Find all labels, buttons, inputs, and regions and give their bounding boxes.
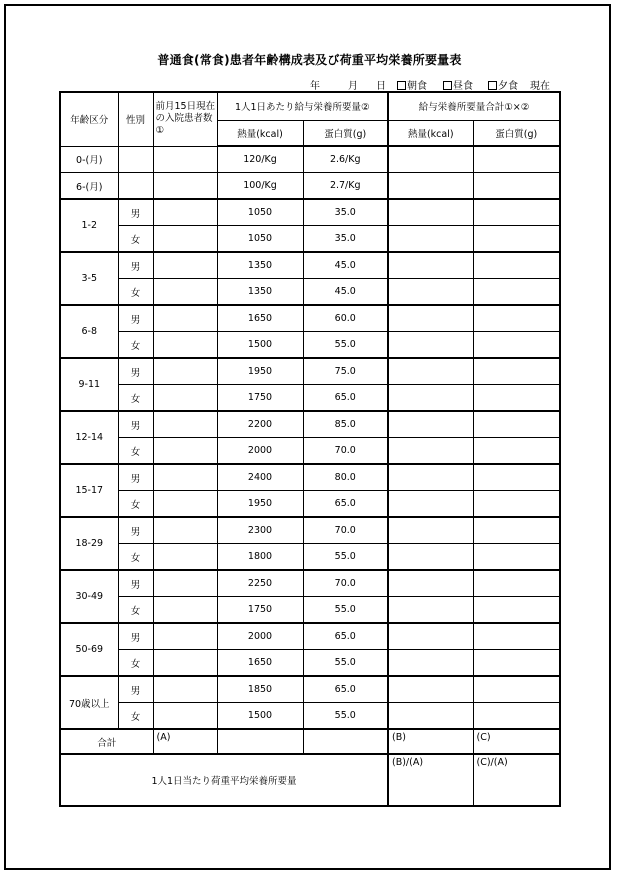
checkbox-icon — [488, 81, 497, 90]
sex-cell: 男 — [118, 517, 153, 544]
kcal-cell: 1500 — [217, 703, 303, 730]
total-protein-input-cell[interactable] — [473, 199, 560, 226]
sex-cell: 男 — [118, 464, 153, 491]
total-protein-input-cell[interactable] — [473, 411, 560, 438]
patients-input-cell[interactable] — [153, 438, 217, 465]
total-protein-input-cell[interactable] — [473, 332, 560, 359]
sex-cell: 女 — [118, 491, 153, 518]
total-kcal-input-cell[interactable] — [388, 226, 473, 253]
protein-cell: 70.0 — [303, 438, 388, 465]
protein-cell: 65.0 — [303, 676, 388, 703]
patients-input-cell[interactable] — [153, 597, 217, 624]
patients-input-cell[interactable] — [153, 411, 217, 438]
patients-input-cell[interactable] — [153, 226, 217, 253]
table-row — [60, 199, 560, 226]
patients-input-cell[interactable] — [153, 623, 217, 650]
total-kcal-input-cell[interactable] — [388, 332, 473, 359]
dinner-option[interactable] — [488, 77, 518, 92]
patients-input-cell[interactable] — [153, 305, 217, 332]
total-kcal-input-cell[interactable] — [388, 411, 473, 438]
patients-input-cell[interactable] — [153, 570, 217, 597]
age-cell: 0-(月) — [60, 146, 118, 173]
total-protein-input-cell[interactable] — [473, 279, 560, 306]
patients-input-cell[interactable] — [153, 358, 217, 385]
table-row — [60, 173, 560, 200]
total-kcal-input-cell[interactable] — [388, 650, 473, 677]
total-protein-input-cell[interactable] — [473, 252, 560, 279]
protein-cell: 55.0 — [303, 597, 388, 624]
sex-cell: 女 — [118, 332, 153, 359]
average-ca-cell[interactable]: (C)/(A) — [473, 754, 560, 806]
header-total-kcal: 熱量(kcal) — [388, 120, 473, 146]
total-kcal-input-cell[interactable] — [388, 279, 473, 306]
total-a-cell[interactable]: (A) — [153, 729, 217, 754]
sex-cell: 男 — [118, 623, 153, 650]
total-protein-input-cell[interactable] — [473, 623, 560, 650]
protein-cell: 45.0 — [303, 279, 388, 306]
table-row — [60, 544, 560, 571]
kcal-cell: 1800 — [217, 544, 303, 571]
kcal-cell: 100/Kg — [217, 173, 303, 200]
table-row — [60, 597, 560, 624]
kcal-cell: 1950 — [217, 491, 303, 518]
total-kcal-input-cell[interactable] — [388, 623, 473, 650]
total-c-cell[interactable]: (C) — [473, 729, 560, 754]
sex-cell: 男 — [118, 411, 153, 438]
patients-input-cell[interactable] — [153, 544, 217, 571]
checkbox-icon — [397, 81, 406, 90]
total-kcal-input-cell[interactable] — [388, 385, 473, 412]
protein-cell: 55.0 — [303, 703, 388, 730]
patients-input-cell[interactable] — [153, 703, 217, 730]
patients-input-cell[interactable] — [153, 464, 217, 491]
sex-cell: 女 — [118, 597, 153, 624]
total-protein-input-cell[interactable] — [473, 146, 560, 173]
year-label: 年 — [310, 81, 320, 92]
age-cell: 6-(月) — [60, 173, 118, 200]
table-row — [60, 676, 560, 703]
total-kcal-input-cell[interactable] — [388, 173, 473, 200]
total-kcal-input-cell[interactable] — [388, 438, 473, 465]
lunch-label: 昼食 — [453, 81, 473, 92]
total-protein-input-cell[interactable] — [473, 305, 560, 332]
total-kcal-input-cell[interactable] — [388, 517, 473, 544]
patients-input-cell[interactable] — [153, 173, 217, 200]
kcal-cell: 1050 — [217, 199, 303, 226]
total-protein-input-cell[interactable] — [473, 385, 560, 412]
sex-cell: 男 — [118, 358, 153, 385]
total-kcal-input-cell[interactable] — [388, 570, 473, 597]
protein-cell: 45.0 — [303, 252, 388, 279]
table-row — [60, 358, 560, 385]
patients-input-cell[interactable] — [153, 252, 217, 279]
protein-cell: 65.0 — [303, 385, 388, 412]
sex-cell: 女 — [118, 650, 153, 677]
table-row — [60, 623, 560, 650]
header-patients: 前月15日現在の入院患者数① — [153, 92, 217, 146]
table-row — [60, 464, 560, 491]
header-sex: 性別 — [118, 92, 153, 146]
kcal-cell: 1650 — [217, 650, 303, 677]
checkbox-icon — [443, 81, 452, 90]
table-row — [60, 411, 560, 438]
table-row — [60, 650, 560, 677]
average-label: 1人1日当たり荷重平均栄養所要量 — [60, 754, 388, 806]
average-row — [60, 754, 560, 806]
protein-cell: 85.0 — [303, 411, 388, 438]
table-row — [60, 332, 560, 359]
sex-cell: 男 — [118, 305, 153, 332]
total-protein-input-cell[interactable] — [473, 517, 560, 544]
sex-cell: 女 — [118, 544, 153, 571]
kcal-cell: 2000 — [217, 438, 303, 465]
protein-cell: 75.0 — [303, 358, 388, 385]
protein-cell: 55.0 — [303, 544, 388, 571]
protein-cell: 70.0 — [303, 570, 388, 597]
total-kcal-input-cell[interactable] — [388, 146, 473, 173]
protein-cell: 60.0 — [303, 305, 388, 332]
sex-cell: 女 — [118, 438, 153, 465]
total-kcal-input-cell[interactable] — [388, 491, 473, 518]
age-cell: 30-49 — [60, 570, 118, 623]
sex-cell: 女 — [118, 226, 153, 253]
kcal-cell: 1950 — [217, 358, 303, 385]
protein-cell: 65.0 — [303, 491, 388, 518]
total-kcal-input-cell[interactable] — [388, 358, 473, 385]
kcal-cell: 1750 — [217, 385, 303, 412]
patients-input-cell[interactable] — [153, 676, 217, 703]
total-protein-input-cell[interactable] — [473, 650, 560, 677]
current-label: 現在 — [530, 81, 550, 92]
patients-input-cell[interactable] — [153, 146, 217, 173]
patients-input-cell[interactable] — [153, 517, 217, 544]
kcal-cell: 1850 — [217, 676, 303, 703]
sex-cell: 男 — [118, 199, 153, 226]
table-row — [60, 703, 560, 730]
total-kcal-input-cell[interactable] — [388, 597, 473, 624]
kcal-cell: 1650 — [217, 305, 303, 332]
day-label: 日 — [376, 81, 386, 92]
protein-cell: 35.0 — [303, 226, 388, 253]
total-kcal-input-cell[interactable] — [388, 544, 473, 571]
total-b-cell[interactable]: (B) — [388, 729, 473, 754]
protein-cell: 2.7/Kg — [303, 173, 388, 200]
sex-cell: 男 — [118, 570, 153, 597]
header-age: 年齢区分 — [60, 92, 118, 146]
lunch-option[interactable] — [443, 77, 473, 92]
kcal-cell: 1750 — [217, 597, 303, 624]
kcal-cell: 2300 — [217, 517, 303, 544]
total-protein-input-cell[interactable] — [473, 173, 560, 200]
table-row — [60, 570, 560, 597]
total-label: 合計 — [60, 729, 153, 754]
age-cell: 6-8 — [60, 305, 118, 358]
kcal-cell: 2400 — [217, 464, 303, 491]
total-protein-input-cell[interactable] — [473, 570, 560, 597]
breakfast-label: 朝食 — [407, 81, 427, 92]
total-kcal-input-cell[interactable] — [388, 464, 473, 491]
sex-cell[interactable] — [118, 146, 153, 173]
header-total-protein: 蛋白質(g) — [473, 120, 560, 146]
total-row — [60, 729, 560, 754]
average-ba-cell[interactable]: (B)/(A) — [388, 754, 473, 806]
protein-cell: 55.0 — [303, 650, 388, 677]
kcal-cell: 1350 — [217, 252, 303, 279]
sex-cell: 女 — [118, 703, 153, 730]
table-row — [60, 226, 560, 253]
total-protein-input-cell[interactable] — [473, 703, 560, 730]
patients-input-cell[interactable] — [153, 385, 217, 412]
kcal-cell: 2200 — [217, 411, 303, 438]
sex-cell[interactable] — [118, 173, 153, 200]
kcal-cell: 2000 — [217, 623, 303, 650]
total-kcal-input-cell[interactable] — [388, 305, 473, 332]
table-row — [60, 385, 560, 412]
table-row — [60, 438, 560, 465]
header-protein: 蛋白質(g) — [303, 120, 388, 146]
patients-input-cell[interactable] — [153, 199, 217, 226]
total-protein-input-cell[interactable] — [473, 676, 560, 703]
table-row — [60, 517, 560, 544]
header-kcal: 熱量(kcal) — [217, 120, 303, 146]
page-title: 普通食(常食)患者年齢構成表及び荷重平均栄養所要量表 — [157, 53, 462, 67]
table-row — [60, 252, 560, 279]
table-row — [60, 491, 560, 518]
nutrition-table — [59, 91, 561, 807]
total-protein-input-cell[interactable] — [473, 438, 560, 465]
protein-cell: 55.0 — [303, 332, 388, 359]
kcal-cell: 120/Kg — [217, 146, 303, 173]
patients-input-cell[interactable] — [153, 650, 217, 677]
sex-cell: 女 — [118, 385, 153, 412]
age-cell: 3-5 — [60, 252, 118, 305]
total-protein-input-cell[interactable] — [473, 597, 560, 624]
protein-cell: 65.0 — [303, 623, 388, 650]
age-cell: 12-14 — [60, 411, 118, 464]
sex-cell: 男 — [118, 252, 153, 279]
total-protein-input-cell[interactable] — [473, 544, 560, 571]
total-kcal-input-cell[interactable] — [388, 703, 473, 730]
protein-cell: 2.6/Kg — [303, 146, 388, 173]
protein-cell: 80.0 — [303, 464, 388, 491]
age-cell: 50-69 — [60, 623, 118, 676]
patients-input-cell[interactable] — [153, 279, 217, 306]
total-kcal-input-cell[interactable] — [388, 676, 473, 703]
total-kcal-input-cell[interactable] — [388, 199, 473, 226]
month-label: 月 — [348, 81, 358, 92]
table-row — [60, 279, 560, 306]
age-cell: 1-2 — [60, 199, 118, 252]
protein-cell: 70.0 — [303, 517, 388, 544]
patients-input-cell[interactable] — [153, 491, 217, 518]
kcal-cell: 1050 — [217, 226, 303, 253]
protein-cell: 35.0 — [303, 199, 388, 226]
table-row — [60, 305, 560, 332]
age-cell: 15-17 — [60, 464, 118, 517]
total-protein-input-cell[interactable] — [473, 358, 560, 385]
total-kcal-blank — [217, 729, 303, 754]
age-cell: 9-11 — [60, 358, 118, 411]
breakfast-option[interactable] — [397, 77, 427, 92]
sex-cell: 女 — [118, 279, 153, 306]
kcal-cell: 1350 — [217, 279, 303, 306]
patients-input-cell[interactable] — [153, 332, 217, 359]
header-per-person: 1人1日あたり給与栄養所要量② — [217, 92, 388, 120]
total-kcal-input-cell[interactable] — [388, 252, 473, 279]
total-protein-input-cell[interactable] — [473, 226, 560, 253]
dinner-label: 夕食 — [498, 81, 518, 92]
kcal-cell: 1500 — [217, 332, 303, 359]
age-cell: 70歳以上 — [60, 676, 118, 729]
table-row — [60, 146, 560, 173]
age-cell: 18-29 — [60, 517, 118, 570]
header-total: 給与栄養所要量合計①×② — [388, 92, 560, 120]
kcal-cell: 2250 — [217, 570, 303, 597]
total-protein-input-cell[interactable] — [473, 491, 560, 518]
sex-cell: 男 — [118, 676, 153, 703]
total-protein-input-cell[interactable] — [473, 464, 560, 491]
total-protein-blank — [303, 729, 388, 754]
